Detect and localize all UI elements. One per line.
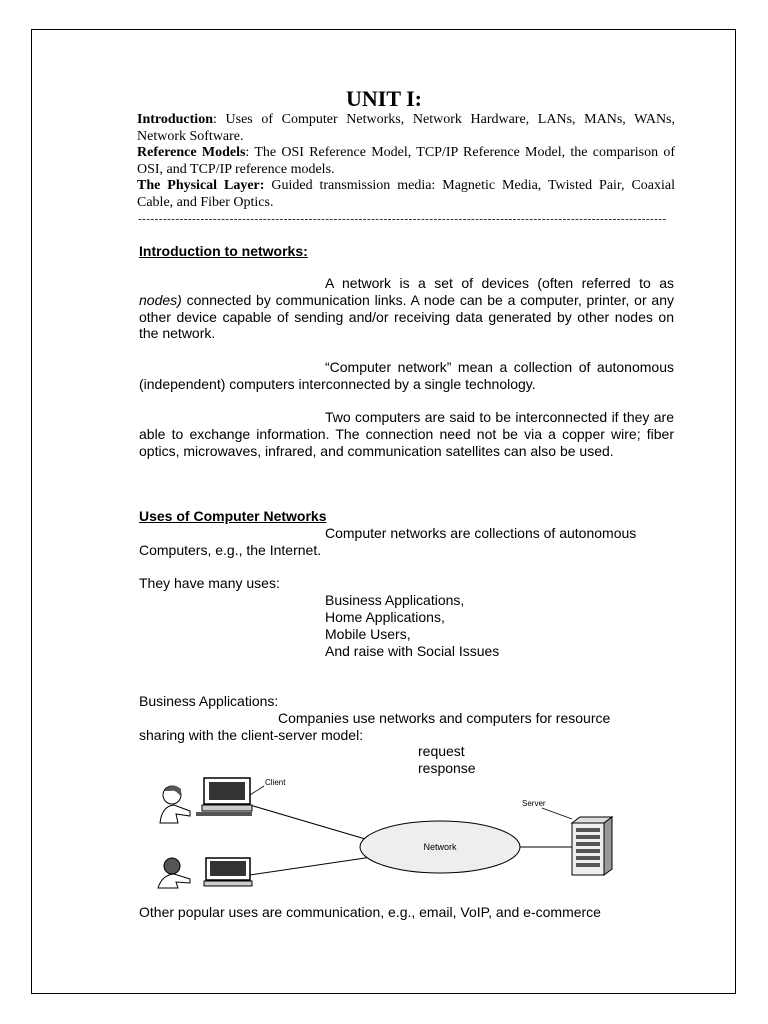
- uses-line-2: Computers, e.g., the Internet.: [139, 542, 322, 558]
- uses-heading: Uses of Computer Networks: [139, 508, 327, 524]
- intro-paragraph-3: Two computers are said to be interconnected if they are able to exchange information. The connection need not be via a copper wire; fiber optics, microwaves, infrared, and communication satellites can also be used.: [139, 409, 674, 459]
- uses-list-item: And raise with Social Issues: [325, 643, 500, 659]
- request-label: request: [418, 743, 465, 759]
- client-label-pointer: [250, 786, 264, 795]
- uses-list-item: Mobile Users,: [325, 626, 411, 642]
- intro-paragraph-1: A network is a set of devices (often referred to as nodes) connected by communication links. A node can be a computer, printer, or any other device capable of sending and/or receiving data generated by other nodes on the network.: [139, 275, 674, 342]
- client-person-icon: [160, 785, 190, 823]
- client2-computer-icon: [204, 858, 252, 886]
- outline-physical-layer: The Physical Layer: Guided transmission media: Magnetic Media, Twisted Pair, Coaxial Cable, and Fiber Optics.: [137, 178, 676, 210]
- unit-title: UNIT I:: [345, 86, 422, 111]
- business-heading: Business Applications:: [139, 693, 279, 709]
- intro-heading: Introduction to networks:: [139, 243, 308, 259]
- client-computer-icon: [196, 778, 252, 816]
- network-label: Network: [423, 842, 457, 852]
- server-icon: [572, 817, 612, 875]
- uses-line-1: Computer networks are collections of autonomous: [325, 525, 637, 541]
- outline-reference-models: Reference Models: The OSI Reference Model, TCP/IP Reference Model, the comparison of OSI, and TCP/IP reference models.: [137, 145, 676, 177]
- uses-list-item: Business Applications,: [325, 592, 465, 608]
- unit-outline: [137, 112, 675, 211]
- intro-paragraph-2: “Computer network” mean a collection of autonomous (independent) computers interconnected by a single technology.: [139, 359, 674, 392]
- link-client2-network: [250, 857, 372, 875]
- divider-line: -------------------------------------------------------------------------------------------------------------------------------: [138, 213, 667, 225]
- client-label: Client: [265, 778, 286, 787]
- server-label-pointer: [542, 808, 572, 819]
- response-label: response: [418, 760, 476, 776]
- closing-line: Other popular uses are communication, e.g., email, VoIP, and e-commerce: [139, 904, 601, 920]
- business-line-1: Companies use networks and computers for resource: [278, 710, 611, 726]
- business-line-2: sharing with the client-server model:: [139, 727, 364, 743]
- server-label: Server: [522, 799, 546, 808]
- link-client-network: [250, 805, 372, 841]
- many-uses-text: They have many uses:: [139, 575, 280, 591]
- client-server-diagram: [150, 775, 620, 895]
- client2-person-icon: [158, 858, 190, 888]
- outline-introduction: Introduction: Uses of Computer Networks, Network Hardware, LANs, MANs, WANs, Network Software.: [137, 112, 675, 144]
- uses-list-item: Home Applications,: [325, 609, 445, 625]
